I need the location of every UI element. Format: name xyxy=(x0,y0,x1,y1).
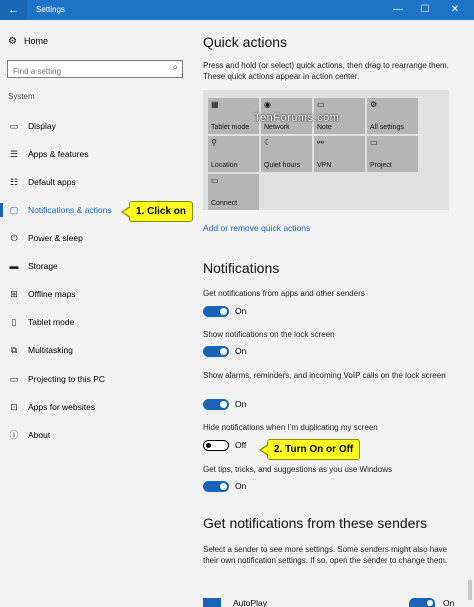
quick-action-label: Connect xyxy=(211,200,238,207)
setting-label: Get notifications from apps and other senders xyxy=(203,289,365,298)
sidebar-item-label: About xyxy=(28,430,51,440)
sender-label: AutoPlay xyxy=(233,598,268,607)
search-icon[interactable]: ⌕ xyxy=(172,62,178,73)
quick-action-location[interactable] xyxy=(208,136,259,172)
back-arrow-icon: ← xyxy=(8,4,19,16)
offline-maps-icon: ⊞ xyxy=(10,289,18,299)
network-icon: ◉ xyxy=(264,100,271,109)
toggle-state: On xyxy=(235,399,247,409)
sidebar-item-default-apps[interactable] xyxy=(0,171,190,193)
home-link[interactable] xyxy=(8,34,48,48)
close-button[interactable] xyxy=(443,0,467,20)
toggle-state: On xyxy=(235,306,247,316)
quick-action-vpn[interactable] xyxy=(314,136,365,172)
storage-icon: ▬ xyxy=(9,261,19,271)
sidebar-item-label: Display xyxy=(28,121,56,131)
setting-label: Show notifications on the lock screen xyxy=(203,330,335,339)
add-remove-quick-actions-link[interactable]: Add or remove quick actions xyxy=(203,223,311,233)
toggle-app-notifications[interactable] xyxy=(203,306,229,317)
sidebar-item-power-sleep[interactable] xyxy=(0,227,190,249)
quick-action-label: Project xyxy=(370,162,392,169)
sidebar-item-offline-maps[interactable] xyxy=(0,283,190,305)
toggle-state: Off xyxy=(235,440,247,450)
quick-actions-heading: Quick actions xyxy=(203,34,288,50)
autoplay-icon xyxy=(203,598,221,607)
minimize-icon: — xyxy=(393,4,403,15)
toggle-autoplay[interactable] xyxy=(409,598,435,607)
notifications-heading: Notifications xyxy=(203,260,280,276)
callout-turn-on-off: 2. Turn On or Off xyxy=(267,439,360,460)
window-title: Settings xyxy=(36,5,65,14)
sidebar-item-apps-features[interactable] xyxy=(0,143,190,165)
sidebar-item-label: Multitasking xyxy=(28,345,73,355)
close-icon: ✕ xyxy=(450,4,460,15)
setting-label: Hide notifications when I’m duplicating my screen xyxy=(203,423,378,432)
setting-label: Show alarms, reminders, and incoming VoIP calls on the lock screen xyxy=(203,371,446,380)
sidebar-item-label: Default apps xyxy=(28,177,76,187)
quick-action-connect[interactable] xyxy=(208,174,259,210)
callout-click-on: 1. Click on xyxy=(129,201,193,222)
minimize-button[interactable] xyxy=(386,0,410,20)
quick-action-label: Note xyxy=(317,124,332,131)
quick-actions-grid xyxy=(203,90,449,210)
quick-action-label: Tablet mode xyxy=(211,124,250,131)
toggle-state: On xyxy=(235,481,247,491)
quick-action-all-settings[interactable] xyxy=(367,98,418,134)
sidebar-item-label: Storage xyxy=(28,261,58,271)
about-icon: ⓘ xyxy=(9,430,19,440)
display-icon: ▭ xyxy=(9,121,19,131)
sender-autoplay[interactable] xyxy=(203,598,474,607)
sidebar-item-label: Tablet mode xyxy=(28,317,75,327)
title-bar xyxy=(0,0,474,20)
sidebar-item-display[interactable] xyxy=(0,115,190,137)
apps-websites-icon: ⊡ xyxy=(10,402,18,412)
default-apps-icon: ☷ xyxy=(9,177,19,187)
note-icon: ▭ xyxy=(317,100,325,109)
senders-description: Select a sender to see more settings. Some senders might also have their own notification settings. If so, open the sender to change them. xyxy=(203,545,448,565)
sidebar-item-projecting[interactable] xyxy=(0,368,190,390)
sidebar-item-label: Notifications & actions xyxy=(28,205,112,215)
quick-action-label: All settings xyxy=(370,124,404,131)
maximize-button[interactable] xyxy=(413,0,437,20)
quick-action-project[interactable] xyxy=(367,136,418,172)
sidebar-item-label: Power & sleep xyxy=(28,233,83,243)
back-button[interactable] xyxy=(0,0,27,20)
sidebar-item-label: Offline maps xyxy=(28,289,76,299)
sidebar-item-storage[interactable] xyxy=(0,255,190,277)
notifications-icon: ▢ xyxy=(9,205,19,215)
toggle-lock-screen-notifications[interactable] xyxy=(203,346,229,357)
watermark: TenForums.com xyxy=(254,112,340,124)
multitasking-icon: ⧉ xyxy=(10,345,18,355)
senders-heading: Get notifications from these senders xyxy=(203,515,428,531)
tablet-mode-icon: ▯ xyxy=(11,317,17,327)
sidebar-item-tablet-mode[interactable] xyxy=(0,311,190,333)
connect-icon: ▭ xyxy=(211,176,219,185)
sidebar-item-about[interactable] xyxy=(0,424,190,446)
toggle-alarms-lock-screen[interactable] xyxy=(203,399,229,410)
vpn-icon: ⚯ xyxy=(317,138,324,147)
toggle-hide-when-duplicating[interactable] xyxy=(203,440,229,451)
sidebar xyxy=(0,20,190,607)
quick-action-label: VPN xyxy=(317,162,332,169)
quick-action-label: Network xyxy=(264,124,290,131)
quick-action-tablet-mode[interactable] xyxy=(208,98,259,134)
project-icon: ▭ xyxy=(370,138,378,147)
search-box[interactable] xyxy=(7,60,183,78)
toggle-state: On xyxy=(235,346,247,356)
maximize-icon: ☐ xyxy=(420,4,430,15)
power-icon: ⏻ xyxy=(10,233,18,243)
home-label: Home xyxy=(24,36,49,46)
sidebar-item-label: Projecting to this PC xyxy=(28,374,106,384)
gear-icon: ⚙ xyxy=(370,100,378,109)
moon-icon: ☾ xyxy=(264,138,272,147)
setting-label: Get tips, tricks, and suggestions as you use Windows xyxy=(203,465,392,474)
gear-icon: ⚙ xyxy=(8,36,17,47)
sidebar-group-label: System xyxy=(8,92,35,101)
apps-features-icon: ☰ xyxy=(9,149,19,159)
sidebar-item-label: Apps for websites xyxy=(28,402,96,412)
quick-action-label: Location xyxy=(211,162,238,169)
projecting-icon: ▭ xyxy=(9,374,19,384)
quick-actions-description: Press and hold (or select) quick actions, then drag to rearrange them. These quick actions appear in action center. xyxy=(203,61,449,81)
tablet-mode-icon: ▦ xyxy=(211,100,219,109)
sidebar-item-apps-websites[interactable] xyxy=(0,396,190,418)
quick-action-quiet-hours[interactable] xyxy=(261,136,312,172)
toggle-tips-suggestions[interactable] xyxy=(203,481,229,492)
sidebar-item-label: Apps & features xyxy=(28,149,89,159)
location-icon: ⚲ xyxy=(211,138,217,147)
main-content xyxy=(190,20,474,607)
search-input[interactable] xyxy=(8,64,158,80)
toggle-state: On xyxy=(443,598,455,607)
scrollbar[interactable] xyxy=(468,580,472,600)
sidebar-item-multitasking[interactable] xyxy=(0,339,190,361)
quick-action-label: Quiet hours xyxy=(264,162,301,169)
